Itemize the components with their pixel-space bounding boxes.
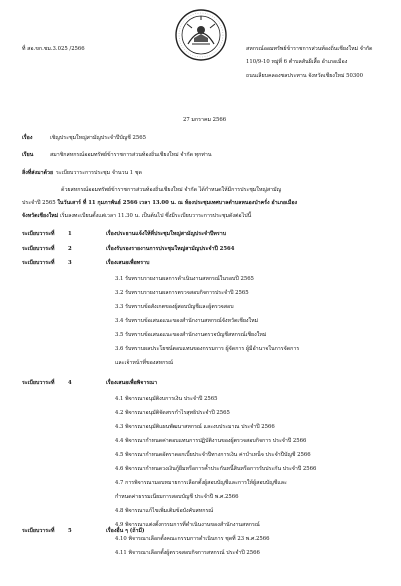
agenda-item-title: เรื่องประธานแจ้งให้ที่ประชุมใหญ่สามัญประจำปีทราบ (106, 231, 227, 237)
agenda-subitem: 4.5 พิจารณากำหนดอัตราดอกเบี้ยประจำปีทางการเงิน ค่าบำเหน็จ ประจำปีบัญชี 2566 (115, 452, 311, 458)
agenda-item-title: เรื่องรับรองรายงานการประชุมใหญ่สามัญประจำปี 2564 (106, 246, 235, 252)
agenda-item-title: เรื่องเสนอเพื่อทราบ (106, 260, 150, 266)
agenda-subitem: 3.5 รับทราบข้อเสนอแนะของสำนักงานตรวจบัญชีสหกรณ์เชียงใหม่ (115, 332, 267, 338)
agenda-item-label: ระเบียบวาระที่ (22, 528, 55, 534)
cooperative-seal-logo (174, 8, 228, 62)
agenda-item-number: 1 (68, 231, 72, 237)
subject-label: เรื่อง (22, 135, 33, 141)
agenda-subitem: 4.7 การพิจารณามอบหมายการเลือกตั้งผู้สอบบัญชีและการให้ผู้สอบบัญชีและ (115, 480, 287, 486)
body-line-3 (22, 213, 251, 220)
agenda-subitem: 4.11 พิจารณาเลือกตั้งผู้ตรวจสอบกิจการสหกรณ์ ประจำปี 2566 (115, 550, 260, 556)
enclosure-text: ระเบียบวาระการประชุม จำนวน 1 ชุด (56, 170, 142, 176)
agenda-subitem: 4.1 พิจารณาอนุมัติงบการเงิน ประจำปี 2565 (115, 396, 218, 402)
agenda-subitem: 3.6 รับทราบผลประโยชน์ตอบแทนของกรรมการ ผู้จัดการ ผู้มีอำนาจในการจัดการ (115, 346, 300, 352)
enclosure-label: สิ่งที่ส่งมาด้วย (22, 170, 54, 176)
agenda-item-title: เรื่องเสนอเพื่อพิจารณา (106, 380, 158, 386)
meeting-province: จังหวัดเชียงใหม่ (22, 213, 59, 219)
body-line-1: ด้วยสหกรณ์ออมทรัพย์ข้าราชการส่วนท้องถิ่นเชียงใหม่ จำกัด ได้กำหนดให้มีการประชุมใหญ่สามัญ (61, 187, 282, 193)
agenda-item-number: 2 (68, 246, 72, 252)
agenda-subitem: 4.9 พิจารณาแต่งตั้งกรรมการที่ดำเนินงานของสำนักงานสหกรณ์ (115, 522, 260, 528)
organization-address-line2: ถนนเลียบคลองชลประทาน จังหวัดเชียงใหม่ 50300 (246, 73, 363, 79)
agenda-item-number: 4 (68, 380, 72, 386)
agenda-item-title: เรื่องอื่น ๆ (ถ้ามี) (106, 528, 145, 534)
seal-icon (174, 8, 228, 62)
subject-text: เชิญประชุมใหญ่สามัญประจำปีบัญชี 2565 (50, 135, 146, 141)
body-line-2-plain: ประจำปี 2565 (22, 200, 58, 206)
agenda-subitem: 4.10 พิจารณาเลือกตั้งคณะกรรมการดำเนินการ ชุดที่ 23 พ.ศ.2566 (115, 536, 270, 542)
agenda-subitem: 3.1 รับทราบรายงานผลการดำเนินงานสหกรณ์ในรอบปี 2565 (115, 276, 254, 282)
document-reference-number: ที่ สอ.ขก.ชม.3.025 /2566 (22, 46, 85, 52)
agenda-subitem: กำหนดค่าธรรมเนียมการสอบบัญชี ประจำปี พ.ศ.2566 (115, 494, 239, 500)
agenda-subitem: 4.3 พิจารณาอนุมัติแผนพัฒนาสหกรณ์ และงบประมาณ ประจำปี 2566 (115, 424, 275, 430)
agenda-subitem: และเจ้าหน้าที่ของสหกรณ์ (115, 360, 174, 366)
agenda-subitem: 4.4 พิจารณากำหนดค่าตอบแทนการปฏิบัติงานของผู้ตรวจสอบกิจการ ประจำปี 2566 (115, 438, 307, 444)
document-date: 27 มกราคม 2566 (183, 117, 227, 123)
agenda-item-number: 3 (68, 260, 72, 266)
agenda-item-label: ระเบียบวาระที่ (22, 231, 55, 237)
agenda-subitem: 3.2 รับทราบรายงานผลการตรวจสอบกิจการประจำปี 2565 (115, 290, 249, 296)
recipient-text: สมาชิกสหกรณ์ออมทรัพย์ข้าราชการส่วนท้องถิ่นเชียงใหม่ จำกัด ทุกท่าน (50, 152, 212, 158)
agenda-subitem: 3.3 รับทราบข้อสังเกตของผู้สอบบัญชีและผู้ตรวจสอบ (115, 304, 234, 310)
organization-name: สหกรณ์ออมทรัพย์ข้าราชการส่วนท้องถิ่นเชียงใหม่ จำกัด (246, 46, 373, 52)
agenda-subitem: 4.6 พิจารณากำหนดวงเงินกู้ยืมหรือการค้ำประกันหนี้สินหรือการรับประกัน ประจำปี 2566 (115, 466, 317, 472)
meeting-datetime-venue: ในวันเสาร์ ที่ 11 กุมภาพันธ์ 2566 เวลา 13.00 น. ณ ห้องประชุมเทศบาลตำบลหนองป่าครั่ง อำเภอเมือง (57, 200, 298, 206)
agenda-item-label: ระเบียบวาระที่ (22, 246, 55, 252)
agenda-item-label: ระเบียบวาระที่ (22, 260, 55, 266)
agenda-subitem: 4.2 พิจารณาอนุมัติจัดสรรกำไรสุทธิประจำปี 2565 (115, 410, 230, 416)
organization-address-line1: 110/9-10 หมู่ที่ 6 ตำบลสันผีเสื้อ อำเภอเมือง (246, 59, 348, 65)
agenda-item-number: 5 (68, 528, 72, 534)
agenda-subitem: 3.4 รับทราบข้อเสนอแนะของสำนักงานสหกรณ์จังหวัดเชียงใหม่ (115, 318, 259, 324)
agenda-item-label: ระเบียบวาระที่ (22, 380, 55, 386)
agenda-subitem: 4.8 พิจารณาแก้ไขเพิ่มเติมข้อบังคับสหกรณ์ (115, 508, 214, 514)
body-line-2 (22, 200, 297, 207)
recipient-label: เรียน (22, 152, 34, 158)
registration-time-text: เริ่มลงทะเบียนตั้งแต่เวลา 11.30 น. เป็นต้นไป ซึ่งมีระเบียบวาระการประชุมดังต่อไปนี้ (58, 213, 252, 219)
